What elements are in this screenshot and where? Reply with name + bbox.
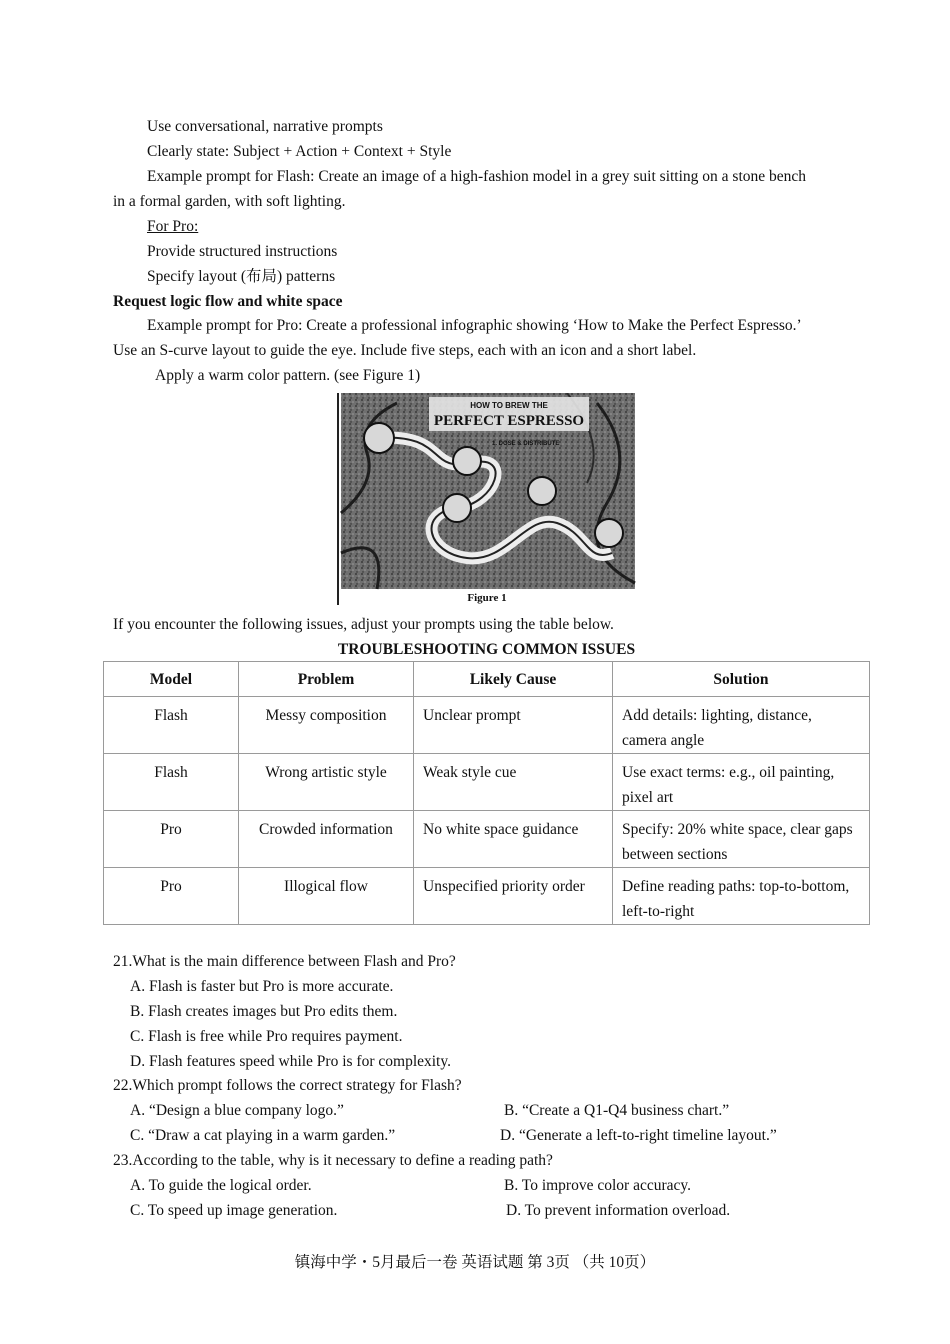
subheading-for-pro: For Pro: <box>147 218 199 235</box>
step-icon <box>453 447 481 475</box>
text-line: Provide structured instructions <box>147 243 338 260</box>
step-icon <box>528 477 556 505</box>
step-icon <box>443 494 471 522</box>
text-line: in a formal garden, with soft lighting. <box>113 193 346 210</box>
cell-model: Pro <box>104 868 239 925</box>
option-21a: A. Flash is faster but Pro is more accurate. <box>130 978 394 995</box>
figure-step-label: 1. DOSE & DISTRIBUTE <box>492 441 560 447</box>
table-title: TROUBLESHOOTING COMMON ISSUES <box>337 641 636 658</box>
cell-model: Pro <box>104 811 239 868</box>
step-icon <box>595 519 623 547</box>
cell-problem: Messy composition <box>239 697 414 754</box>
cell-cause: Weak style cue <box>414 754 613 811</box>
cell-problem: Crowded information <box>239 811 414 868</box>
column-header: Likely Cause <box>414 662 613 697</box>
option-21d: D. Flash features speed while Pro is for complexity. <box>130 1053 451 1070</box>
question-23: 23.According to the table, why is it necessary to define a reading path? <box>113 1152 553 1169</box>
option-22d: D. “Generate a left-to-right timeline layout.” <box>500 1127 777 1144</box>
table-header-row <box>104 662 870 697</box>
text-line: Clearly state: Subject + Action + Context + Style <box>147 143 452 160</box>
table-row <box>104 811 870 868</box>
cell-problem: Illogical flow <box>239 868 414 925</box>
text-line: Use an S-curve layout to guide the eye. Include five steps, each with an icon and a short label. <box>113 342 697 359</box>
cell-model: Flash <box>104 754 239 811</box>
text-line: Example prompt for Flash: Create an image of a high-fashion model in a grey suit sitting on a stone bench <box>147 168 807 185</box>
question-21: 21.What is the main difference between Flash and Pro? <box>113 953 456 970</box>
option-23d: D. To prevent information overload. <box>506 1202 731 1219</box>
column-header: Solution <box>613 662 870 697</box>
espresso-infographic-image <box>337 393 637 605</box>
figure-heading-large: PERFECT ESPRESSO <box>433 413 585 429</box>
text-line: Apply a warm color pattern. (see Figure 1) <box>155 367 421 384</box>
text-line: Use conversational, narrative prompts <box>147 118 383 135</box>
step-icon <box>364 423 394 453</box>
question-22: 22.Which prompt follows the correct strategy for Flash? <box>113 1077 462 1094</box>
option-21c: C. Flash is free while Pro requires payment. <box>130 1028 403 1045</box>
text-line: Specify layout (布局) patterns <box>147 268 336 285</box>
option-23c: C. To speed up image generation. <box>130 1202 338 1219</box>
text-line: Example prompt for Pro: Create a professional infographic showing ‘How to Make the Perfect Espresso.’ <box>147 317 802 334</box>
cell-cause: Unspecified priority order <box>414 868 613 925</box>
option-23a: A. To guide the logical order. <box>130 1177 312 1194</box>
table-row <box>104 697 870 754</box>
figure-caption: Figure 1 <box>467 592 507 604</box>
cell-problem: Wrong artistic style <box>239 754 414 811</box>
option-22c: C. “Draw a cat playing in a warm garden.” <box>130 1127 396 1144</box>
figure-heading-small: HOW TO BREW THE <box>470 401 548 410</box>
page-footer: 镇海中学・5月最后一卷 英语试题 第 3页 （共 10页） <box>294 1254 656 1271</box>
column-header: Model <box>104 662 239 697</box>
column-header: Problem <box>239 662 414 697</box>
table-row <box>104 754 870 811</box>
cell-solution: Use exact terms: e.g., oil painting, pixel art <box>613 754 870 811</box>
option-22a: A. “Design a blue company logo.” <box>130 1102 344 1119</box>
option-23b: B. To improve color accuracy. <box>504 1177 691 1194</box>
troubleshooting-table <box>103 661 870 925</box>
option-21b: B. Flash creates images but Pro edits them. <box>130 1003 398 1020</box>
bold-heading: Request logic flow and white space <box>113 293 343 310</box>
cell-cause: No white space guidance <box>414 811 613 868</box>
cell-model: Flash <box>104 697 239 754</box>
cell-solution: Specify: 20% white space, clear gaps between sections <box>613 811 870 868</box>
cell-solution: Add details: lighting, distance, camera angle <box>613 697 870 754</box>
figure-1 <box>337 393 637 605</box>
table-row <box>104 868 870 925</box>
text-line: If you encounter the following issues, adjust your prompts using the table below. <box>113 616 614 633</box>
option-22b: B. “Create a Q1-Q4 business chart.” <box>504 1102 730 1119</box>
cell-cause: Unclear prompt <box>414 697 613 754</box>
cell-solution: Define reading paths: top-to-bottom, left-to-right <box>613 868 870 925</box>
